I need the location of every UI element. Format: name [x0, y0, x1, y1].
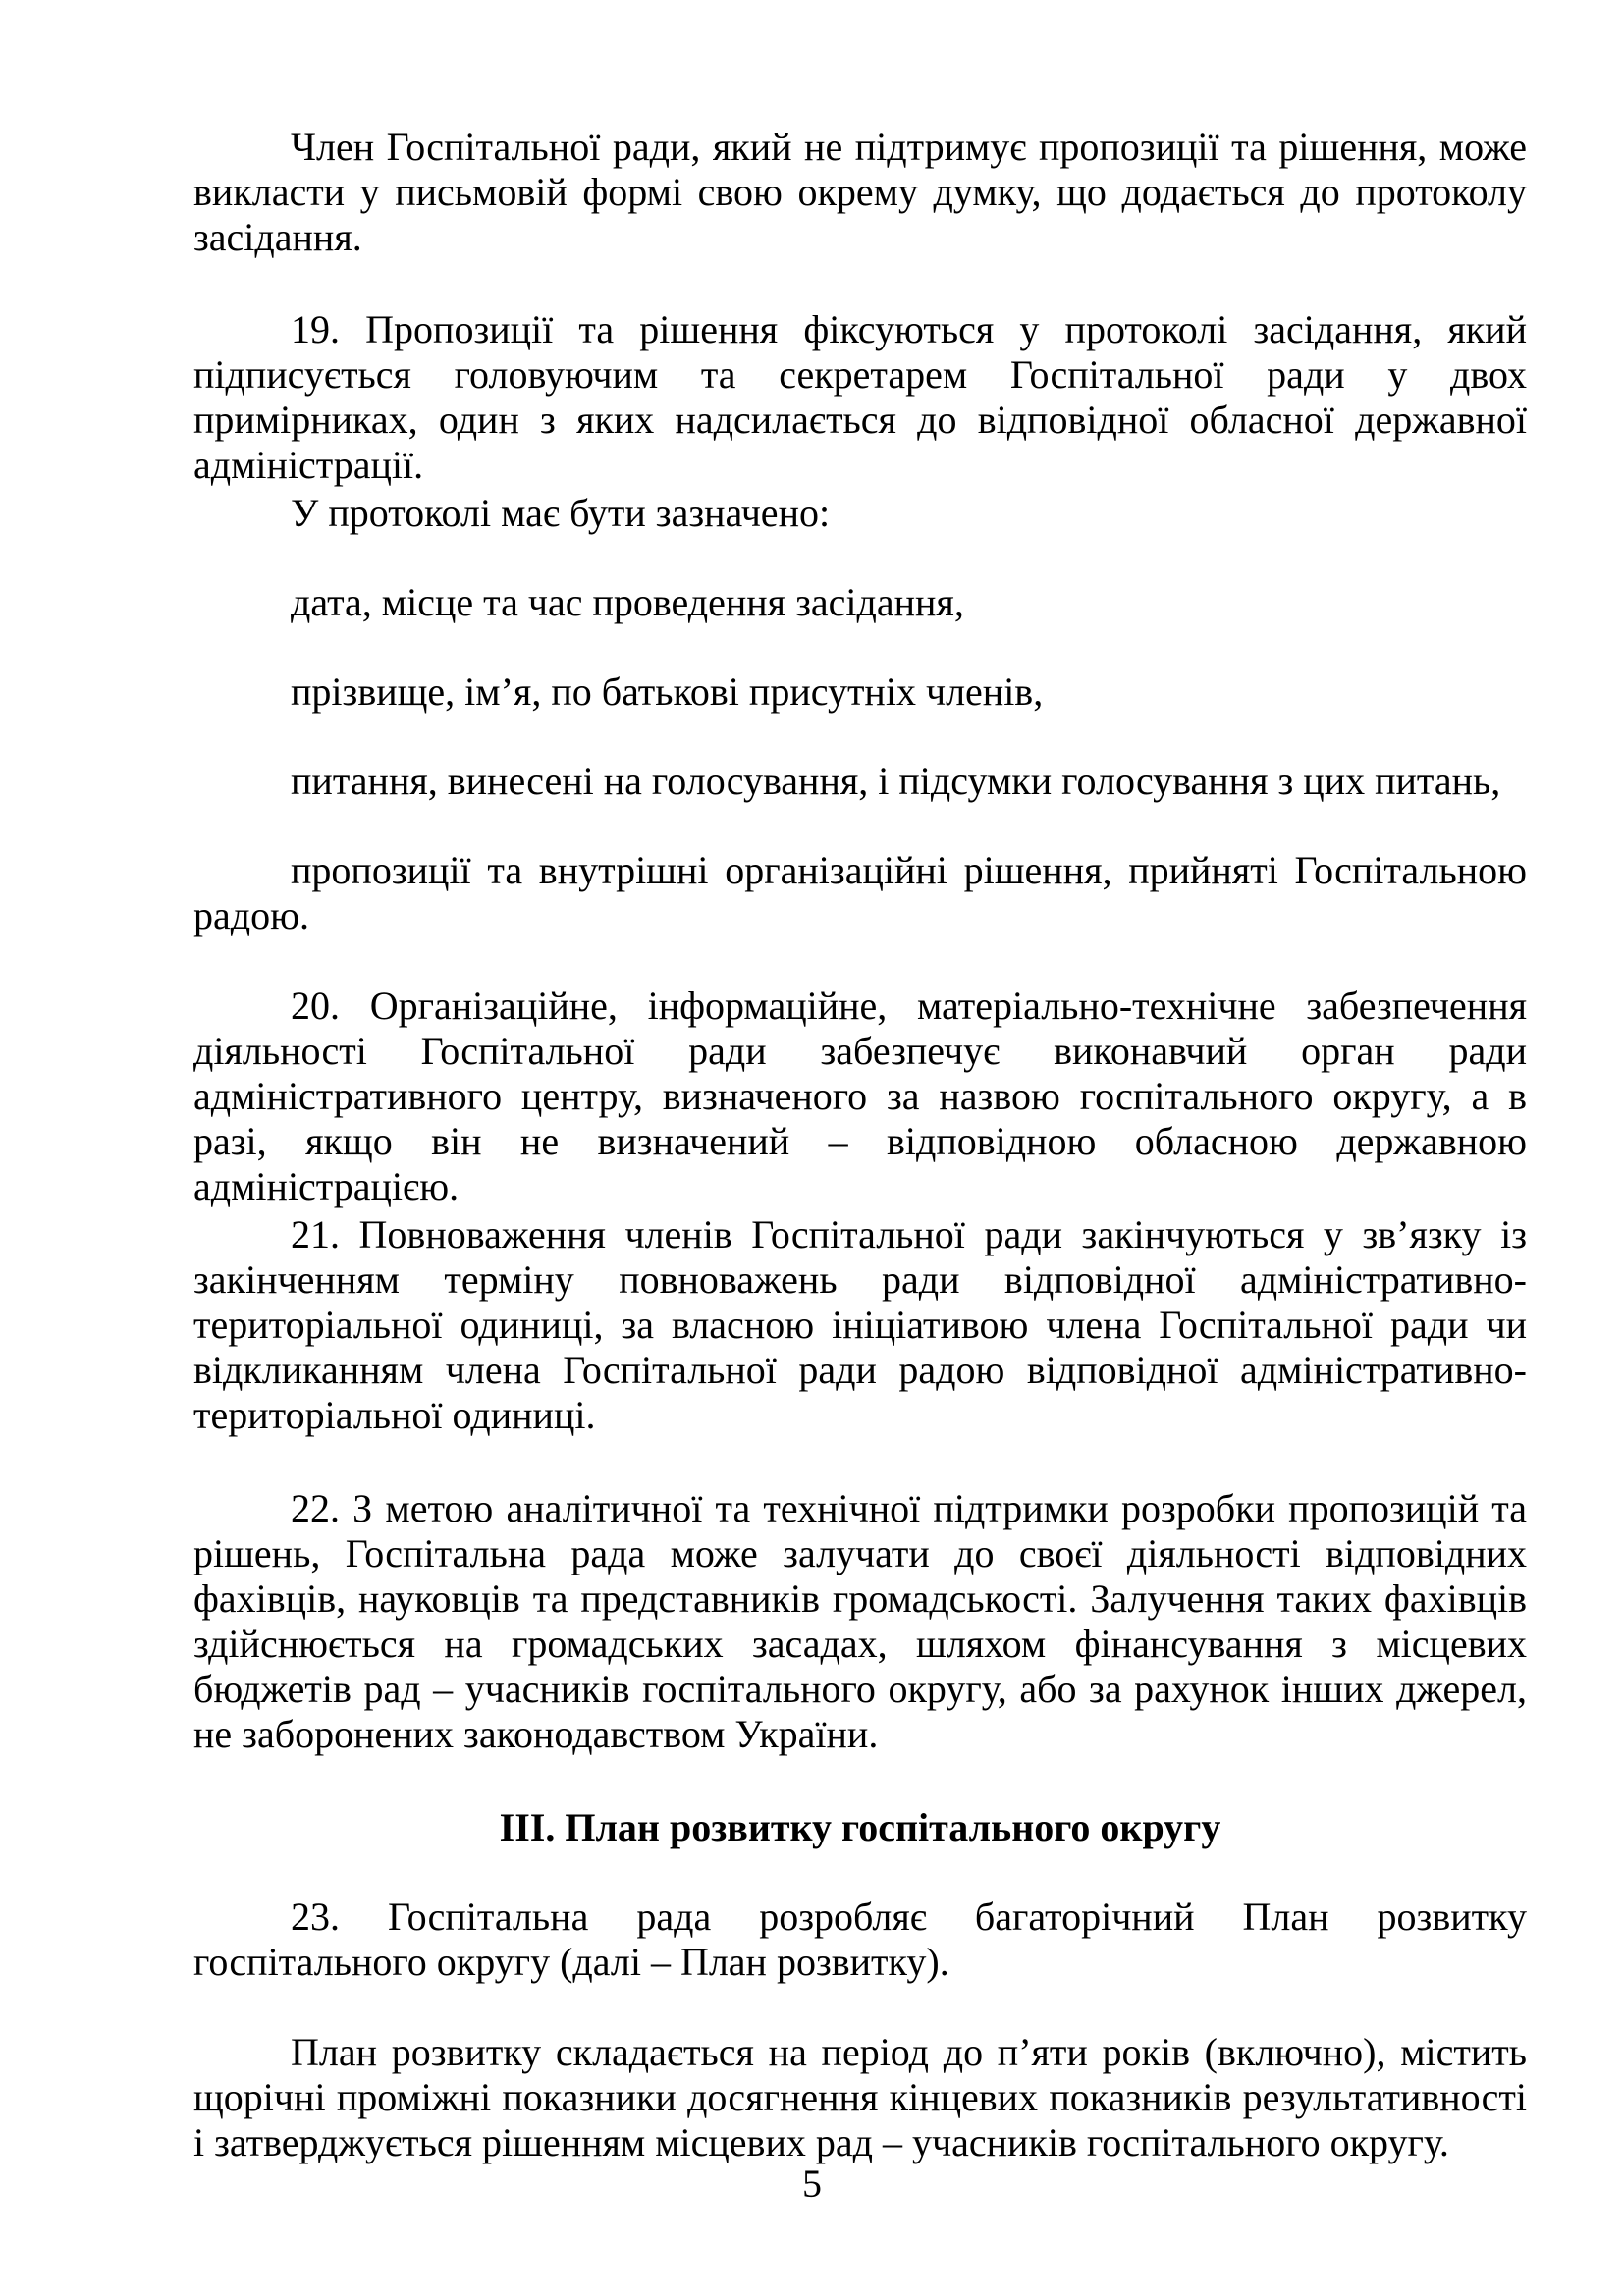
- list-item-voting-issues: питання, винесені на голосування, і підсумки голосування з цих питань,: [291, 759, 1501, 803]
- page-number: 5: [802, 2162, 822, 2206]
- list-item-members-names: прізвище, ім’я, по батькові присутніх членів,: [291, 669, 1044, 714]
- list-item-proposals-decisions: пропозиції та внутрішні організаційні рішення, прийняті Госпітальною радою.: [193, 848, 1527, 937]
- paragraph-dissenting-opinion: Член Госпітальної ради, який не підтримує пропозиції та рішення, може викласти у письмовій формі свою окрему думку, що додається до протоколу засідання.: [193, 125, 1527, 259]
- list-item-date-place-time: дата, місце та час проведення засідання,: [291, 580, 964, 624]
- paragraph-development-plan: План розвитку складається на період до п’яти років (включно), містить щорічні проміжні показники досягнення кінцевих показників результативності і затверджується рішенням місцевих рад – учасників госпітального округу.: [193, 2030, 1527, 2164]
- paragraph-21: 21. Повноваження членів Госпітальної ради закінчуються у зв’язку із закінченням терміну повноважень ради відповідної адміністративно-територіальної одиниці, за власною ініціативою члена Госпітальної ради чи відкликанням члена Госпітальної ради радою відповідної адміністративно-територіальної одиниці.: [193, 1212, 1527, 1437]
- section-heading: ІІІ. План розвитку госпітального округу: [499, 1805, 1221, 1849]
- paragraph-20: 20. Організаційне, інформаційне, матеріально-технічне забезпечення діяльності Госпітальної ради забезпечує виконавчий орган ради адміністративного центру, визначеного за назвою госпітального округу, а в разі, якщо він не визначений – відповідною обласною державною адміністрацією.: [193, 984, 1527, 1208]
- paragraph-19: 19. Пропозиції та рішення фіксуються у протоколі засідання, який підписується головуючим та секретарем Госпітальної ради у двох примірниках, один з яких надсилається до відповідної обласної державної адміністрації.: [193, 307, 1527, 487]
- paragraph-23: 23. Госпітальна рада розробляє багаторічний План розвитку госпітального округу (далі – План розвитку).: [193, 1895, 1527, 1984]
- paragraph-protocol-intro: У протоколі має бути зазначено:: [291, 491, 831, 535]
- paragraph-22: 22. З метою аналітичної та технічної підтримки розробки пропозицій та рішень, Госпітальна рада може залучати до своєї діяльності відповідних фахівців, науковців та представників громадськості. Залучення таких фахівців здійснюється на громадських засадах, шляхом фінансування з місцевих бюджетів рад – учасників госпітального округу, або за рахунок інших джерел, не заборонених законодавством України.: [193, 1486, 1527, 1756]
